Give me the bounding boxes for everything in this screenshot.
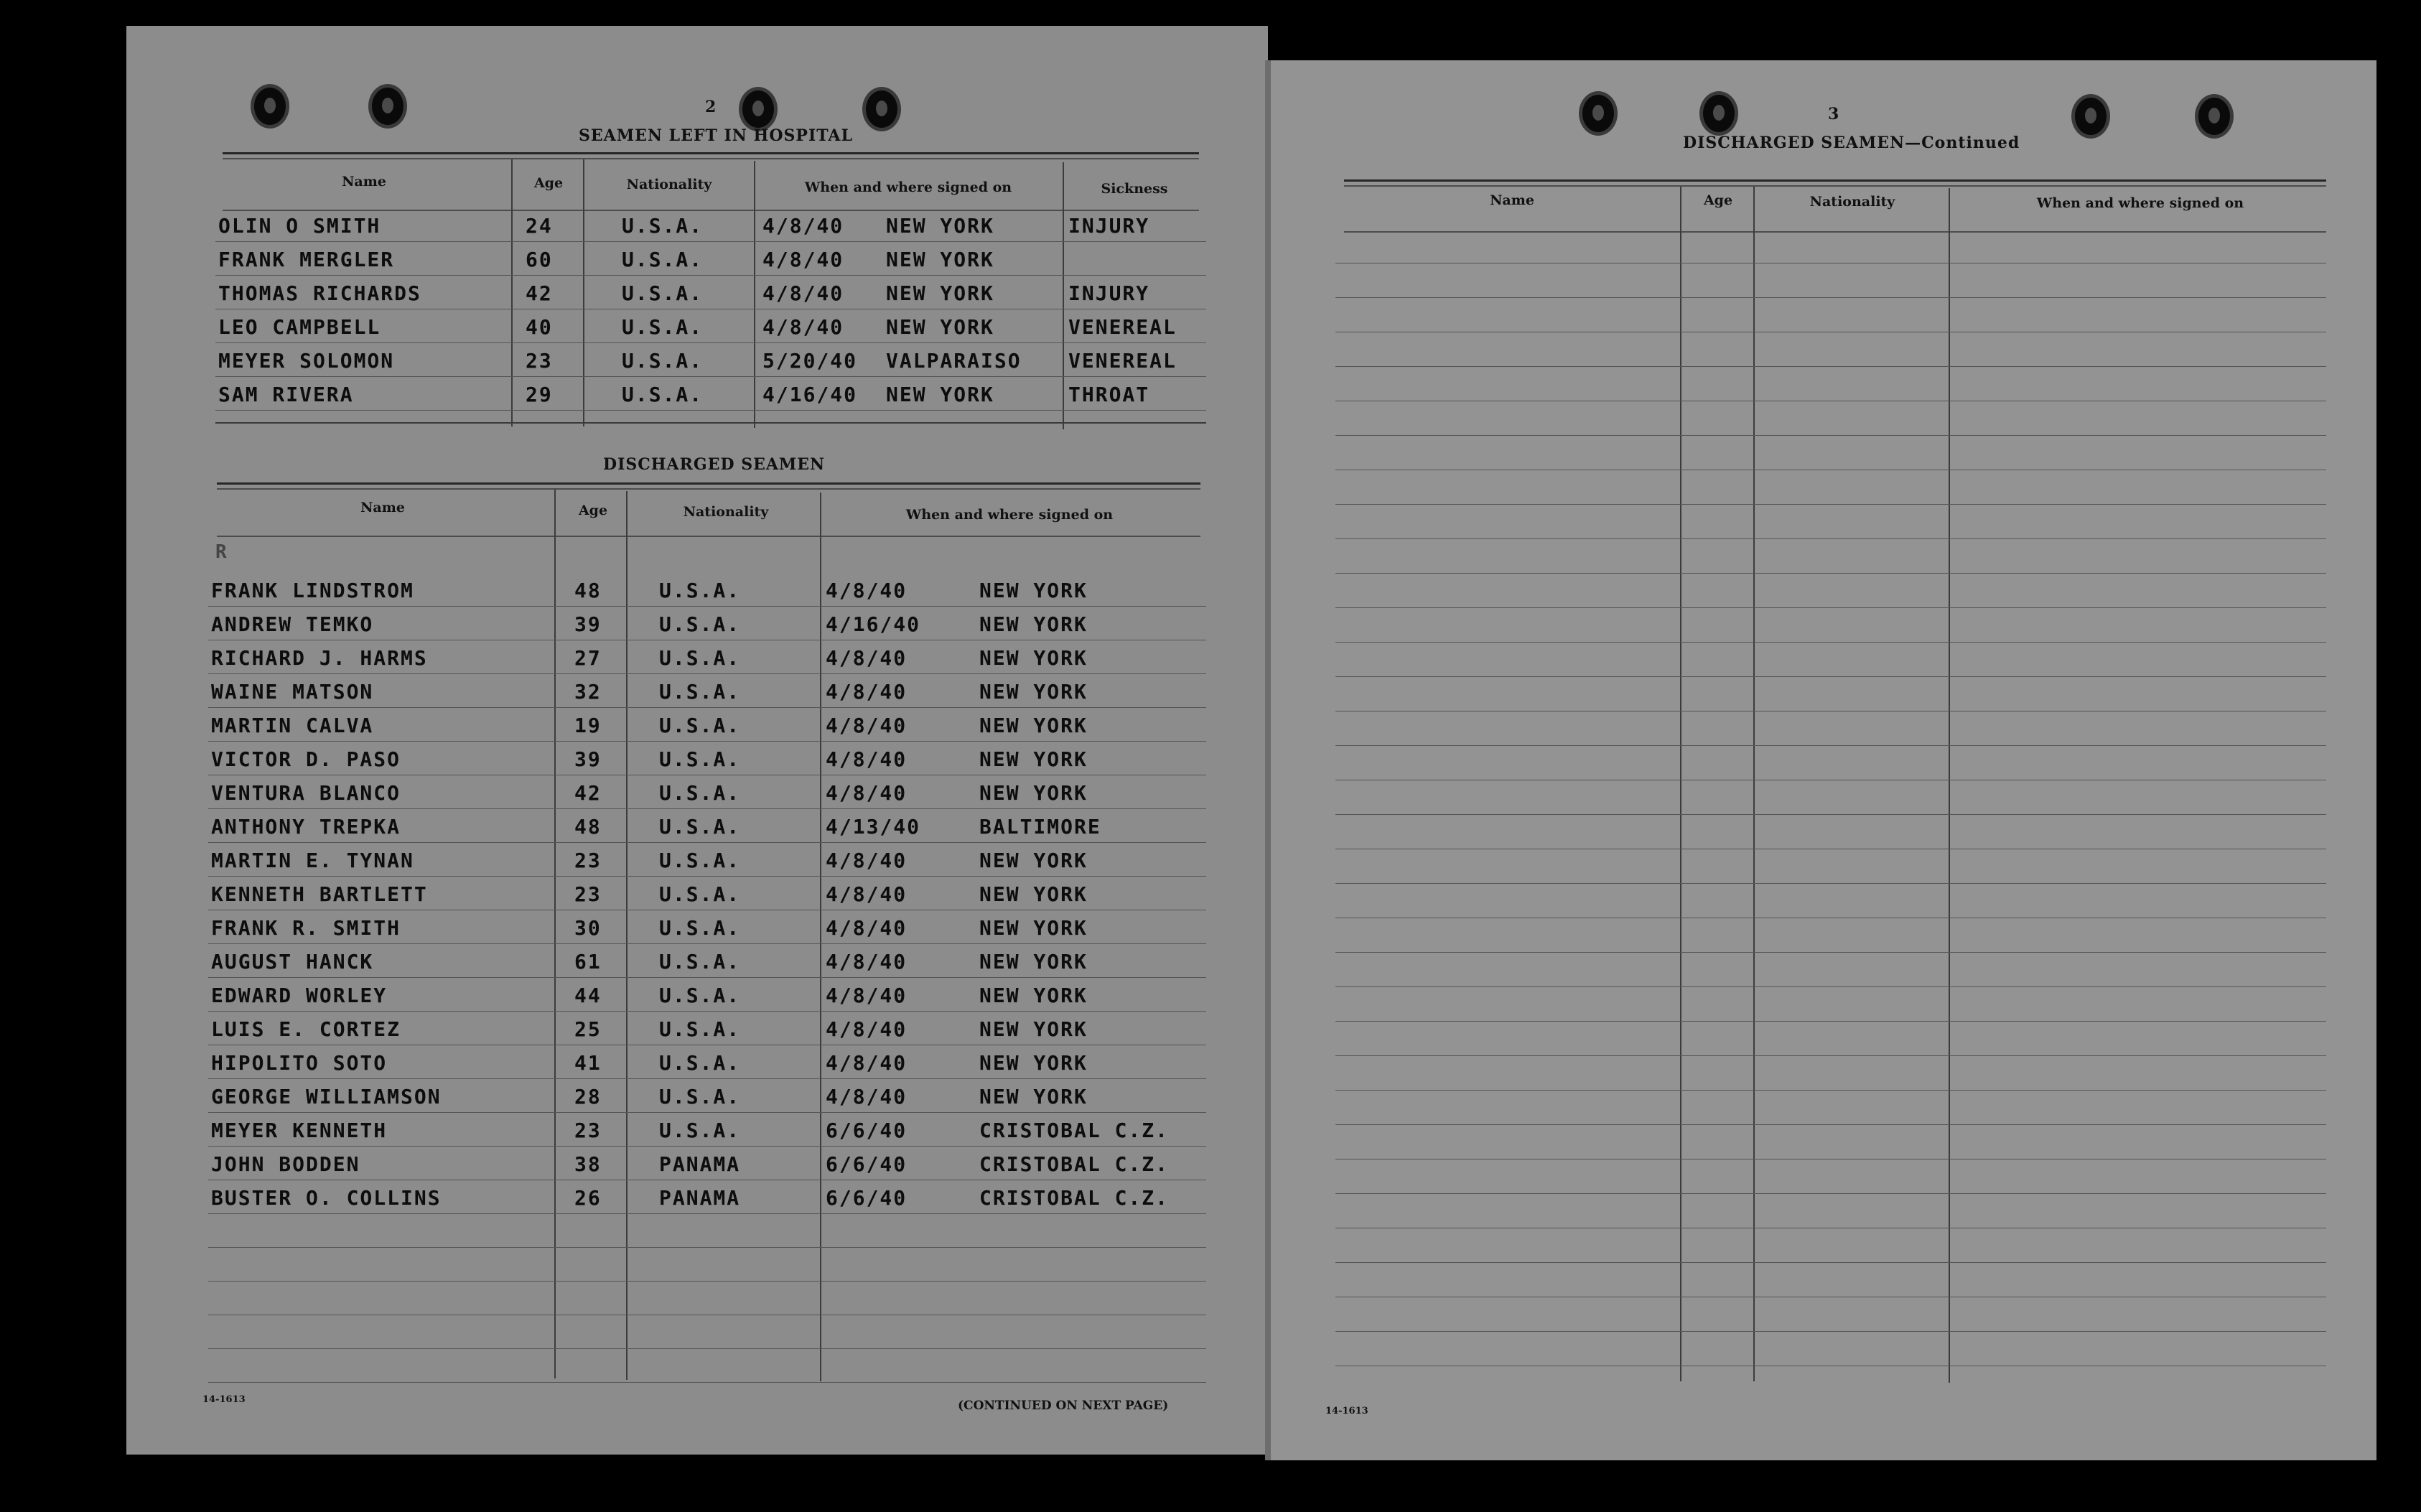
discharged-date: 4/8/40 [826, 1085, 908, 1109]
page-number-right: 3 [1828, 105, 1839, 123]
rule [217, 482, 1200, 485]
punch-hole [1703, 95, 1735, 132]
discharged-name: ANDREW TEMKO [211, 612, 374, 636]
hospital-sickness: THROAT [1068, 383, 1150, 406]
hospital-age: 60 [526, 248, 553, 271]
row-rule [208, 1348, 1206, 1349]
discharged-place: NEW YORK [979, 1085, 1088, 1109]
row-rule [1335, 952, 2326, 953]
row-rule [215, 342, 1206, 343]
discharged-date: 6/6/40 [826, 1186, 908, 1210]
hospital-place: NEW YORK [886, 281, 994, 305]
column-header-name: Name [342, 174, 386, 190]
hospital-name: LEO CAMPBELL [218, 315, 381, 339]
discharged-place: NEW YORK [979, 781, 1088, 805]
hospital-nationality: U.S.A. [622, 383, 704, 406]
row-rule [208, 876, 1206, 877]
row-rule [1335, 435, 2326, 436]
row-rule [208, 707, 1206, 708]
punch-hole [254, 88, 286, 125]
discharged-place: BALTIMORE [979, 815, 1101, 839]
form-number-right: 14-1613 [1325, 1406, 1368, 1417]
hospital-name: MEYER SOLOMON [218, 349, 395, 373]
discharged-name: JOHN BODDEN [211, 1152, 360, 1176]
punch-hole [2075, 98, 2107, 135]
column-header-nationality: Nationality [683, 504, 769, 520]
discharged-nationality: U.S.A. [659, 950, 741, 974]
column-header-name: Name [1490, 192, 1534, 208]
discharged-name: VENTURA BLANCO [211, 781, 401, 805]
row-rule [1335, 607, 2326, 608]
discharged-age: 61 [574, 950, 602, 974]
row-rule [208, 1382, 1206, 1383]
discharged-place: NEW YORK [979, 849, 1088, 872]
rule [223, 158, 1199, 159]
discharged-age: 41 [574, 1051, 602, 1075]
hospital-name: SAM RIVERA [218, 383, 354, 406]
row-rule [208, 943, 1206, 944]
discharged-section-title: DISCHARGED SEAMEN [603, 455, 826, 474]
right-blank-table [1335, 234, 2326, 1397]
discharged-age: 23 [574, 849, 602, 872]
discharged-age: 39 [574, 747, 602, 771]
row-rule [215, 241, 1206, 242]
row-rule [1335, 745, 2326, 746]
row-rule [208, 1213, 1206, 1214]
discharged-date: 4/8/40 [826, 714, 908, 737]
discharged-nationality: U.S.A. [659, 1017, 741, 1041]
discharged-date: 4/8/40 [826, 882, 908, 906]
row-rule [1335, 642, 2326, 643]
discharged-name: GEORGE WILLIAMSON [211, 1085, 442, 1109]
hospital-age: 23 [526, 349, 553, 373]
hospital-nationality: U.S.A. [622, 281, 704, 305]
discharged-date: 4/8/40 [826, 916, 908, 940]
discharged-nationality: U.S.A. [659, 1051, 741, 1075]
discharged-name: MARTIN E. TYNAN [211, 849, 414, 872]
row-rule [1335, 504, 2326, 505]
discharged-name: KENNETH BARTLETT [211, 882, 428, 906]
column-header-when-where: When and where signed on [2036, 195, 2244, 211]
punch-hole [2198, 98, 2230, 135]
discharged-age: 48 [574, 579, 602, 602]
discharged-date: 4/8/40 [826, 579, 908, 602]
discharged-age: 25 [574, 1017, 602, 1041]
column-header-nationality: Nationality [1809, 194, 1895, 210]
row-rule [1335, 676, 2326, 677]
row-rule [208, 1146, 1206, 1147]
hospital-date: 4/8/40 [762, 248, 844, 271]
discharged-place: NEW YORK [979, 1051, 1088, 1075]
discharged-place: NEW YORK [979, 612, 1088, 636]
column-header-name: Name [360, 500, 405, 515]
discharged-place: CRISTOBAL C.Z. [979, 1119, 1170, 1142]
hospital-sickness: VENEREAL [1068, 349, 1177, 373]
continued-note: (CONTINUED ON NEXT PAGE) [958, 1399, 1169, 1413]
discharged-age: 39 [574, 612, 602, 636]
discharged-place: CRISTOBAL C.Z. [979, 1186, 1170, 1210]
discharged-age: 23 [574, 1119, 602, 1142]
discharged-name: FRANK LINDSTROM [211, 579, 414, 602]
row-rule [208, 673, 1206, 674]
hospital-date: 4/16/40 [762, 383, 858, 406]
row-mark: R [215, 541, 228, 563]
discharged-nationality: PANAMA [659, 1152, 741, 1176]
discharged-nationality: U.S.A. [659, 579, 741, 602]
discharged-name: HIPOLITO SOTO [211, 1051, 388, 1075]
discharged-place: NEW YORK [979, 950, 1088, 974]
discharged-date: 4/8/40 [826, 781, 908, 805]
row-rule [208, 808, 1206, 809]
row-rule [1335, 538, 2326, 539]
row-rule [1335, 573, 2326, 574]
discharged-place: NEW YORK [979, 1017, 1088, 1041]
discharged-continued-title: DISCHARGED SEAMEN—Continued [1683, 134, 2020, 152]
rule [1344, 231, 2326, 233]
row-rule [1335, 1331, 2326, 1332]
discharged-nationality: U.S.A. [659, 1119, 741, 1142]
discharged-age: 42 [574, 781, 602, 805]
row-rule [208, 977, 1206, 978]
punch-hole [742, 90, 774, 128]
discharged-name: ANTHONY TREPKA [211, 815, 401, 839]
row-rule [208, 842, 1206, 843]
hospital-table [215, 213, 1206, 442]
discharged-date: 6/6/40 [826, 1152, 908, 1176]
hospital-age: 42 [526, 281, 553, 305]
discharged-name: AUGUST HANCK [211, 950, 374, 974]
rule [223, 152, 1199, 154]
row-rule [208, 1247, 1206, 1248]
discharged-place: NEW YORK [979, 646, 1088, 670]
row-rule [1335, 1055, 2326, 1056]
discharged-age: 48 [574, 815, 602, 839]
hospital-place: NEW YORK [886, 248, 994, 271]
row-rule [1335, 814, 2326, 815]
column-header-age: Age [1703, 192, 1733, 208]
discharged-place: NEW YORK [979, 916, 1088, 940]
page-fold [1265, 60, 1271, 1460]
discharged-age: 26 [574, 1186, 602, 1210]
row-rule [1335, 986, 2326, 987]
discharged-date: 4/8/40 [826, 646, 908, 670]
row-rule [208, 1112, 1206, 1113]
discharged-age: 28 [574, 1085, 602, 1109]
discharged-date: 4/8/40 [826, 849, 908, 872]
discharged-nationality: PANAMA [659, 1186, 741, 1210]
hospital-sickness: INJURY [1068, 281, 1150, 305]
hospital-nationality: U.S.A. [622, 214, 704, 238]
row-rule [215, 410, 1206, 411]
discharged-place: NEW YORK [979, 714, 1088, 737]
discharged-name: LUIS E. CORTEZ [211, 1017, 401, 1041]
row-rule [1335, 1090, 2326, 1091]
row-rule [208, 741, 1206, 742]
discharged-nationality: U.S.A. [659, 815, 741, 839]
hospital-name: FRANK MERGLER [218, 248, 395, 271]
column-header-age: Age [578, 503, 608, 518]
discharged-age: 44 [574, 984, 602, 1007]
hospital-age: 40 [526, 315, 553, 339]
discharged-place: NEW YORK [979, 984, 1088, 1007]
discharged-nationality: U.S.A. [659, 849, 741, 872]
hospital-name: THOMAS RICHARDS [218, 281, 421, 305]
hospital-nationality: U.S.A. [622, 315, 704, 339]
hospital-place: NEW YORK [886, 383, 994, 406]
column-header-sickness: Sickness [1101, 181, 1168, 197]
row-rule [1335, 883, 2326, 884]
discharged-date: 6/6/40 [826, 1119, 908, 1142]
page-number-left: 2 [705, 98, 717, 116]
row-rule [215, 376, 1206, 377]
discharged-date: 4/16/40 [826, 612, 921, 636]
row-rule [215, 275, 1206, 276]
hospital-date: 4/8/40 [762, 315, 844, 339]
row-rule [1335, 297, 2326, 298]
discharged-place: NEW YORK [979, 747, 1088, 771]
discharged-nationality: U.S.A. [659, 646, 741, 670]
discharged-date: 4/8/40 [826, 747, 908, 771]
discharged-age: 38 [574, 1152, 602, 1176]
hospital-name: OLIN O SMITH [218, 214, 381, 238]
hospital-section-title: SEAMEN LEFT IN HOSPITAL [579, 126, 853, 145]
discharged-place: NEW YORK [979, 579, 1088, 602]
punch-hole [1582, 95, 1614, 132]
hospital-place: NEW YORK [886, 214, 994, 238]
discharged-name: EDWARD WORLEY [211, 984, 388, 1007]
discharged-nationality: U.S.A. [659, 680, 741, 704]
discharged-place: NEW YORK [979, 680, 1088, 704]
discharged-table [208, 574, 1206, 1386]
discharged-date: 4/8/40 [826, 950, 908, 974]
column-header-nationality: Nationality [626, 177, 712, 192]
hospital-nationality: U.S.A. [622, 349, 704, 373]
rule [223, 210, 1199, 211]
column-header-age: Age [533, 175, 564, 191]
form-number-left: 14-1613 [202, 1394, 246, 1405]
discharged-date: 4/8/40 [826, 1051, 908, 1075]
discharged-place: CRISTOBAL C.Z. [979, 1152, 1170, 1176]
row-rule [1335, 1262, 2326, 1263]
discharged-nationality: U.S.A. [659, 1085, 741, 1109]
discharged-age: 32 [574, 680, 602, 704]
discharged-date: 4/8/40 [826, 1017, 908, 1041]
discharged-name: FRANK R. SMITH [211, 916, 401, 940]
discharged-nationality: U.S.A. [659, 612, 741, 636]
column-header-when-where: When and where signed on [804, 179, 1012, 195]
discharged-nationality: U.S.A. [659, 747, 741, 771]
discharged-nationality: U.S.A. [659, 714, 741, 737]
hospital-sickness: INJURY [1068, 214, 1150, 238]
discharged-place: NEW YORK [979, 882, 1088, 906]
row-rule [208, 1011, 1206, 1012]
hospital-place: NEW YORK [886, 315, 994, 339]
hospital-date: 4/8/40 [762, 281, 844, 305]
hospital-date: 4/8/40 [762, 214, 844, 238]
row-rule [1335, 1193, 2326, 1194]
discharged-name: MEYER KENNETH [211, 1119, 388, 1142]
discharged-nationality: U.S.A. [659, 916, 741, 940]
hospital-sickness: VENEREAL [1068, 315, 1177, 339]
discharged-age: 30 [574, 916, 602, 940]
hospital-age: 24 [526, 214, 553, 238]
discharged-age: 19 [574, 714, 602, 737]
rule [217, 488, 1200, 490]
row-rule [208, 1078, 1206, 1079]
discharged-name: VICTOR D. PASO [211, 747, 401, 771]
rule [1344, 179, 2326, 182]
row-rule [208, 1281, 1206, 1282]
discharged-nationality: U.S.A. [659, 984, 741, 1007]
discharged-date: 4/8/40 [826, 680, 908, 704]
punch-hole [372, 88, 404, 125]
discharged-name: WAINE MATSON [211, 680, 374, 704]
discharged-nationality: U.S.A. [659, 882, 741, 906]
hospital-age: 29 [526, 383, 553, 406]
discharged-nationality: U.S.A. [659, 781, 741, 805]
row-rule [215, 422, 1206, 424]
row-rule [208, 606, 1206, 607]
rule [217, 536, 1200, 537]
hospital-nationality: U.S.A. [622, 248, 704, 271]
discharged-name: BUSTER O. COLLINS [211, 1186, 442, 1210]
row-rule [1335, 1021, 2326, 1022]
discharged-name: RICHARD J. HARMS [211, 646, 428, 670]
hospital-date: 5/20/40 [762, 349, 858, 373]
discharged-date: 4/8/40 [826, 984, 908, 1007]
row-rule [1335, 366, 2326, 367]
hospital-place: VALPARAISO [886, 349, 1022, 373]
row-rule [1335, 1124, 2326, 1125]
column-header-when-where: When and where signed on [905, 507, 1114, 523]
discharged-age: 27 [574, 646, 602, 670]
punch-hole [866, 90, 897, 128]
discharged-name: MARTIN CALVA [211, 714, 374, 737]
discharged-date: 4/13/40 [826, 815, 921, 839]
discharged-age: 23 [574, 882, 602, 906]
rule [1344, 185, 2326, 187]
